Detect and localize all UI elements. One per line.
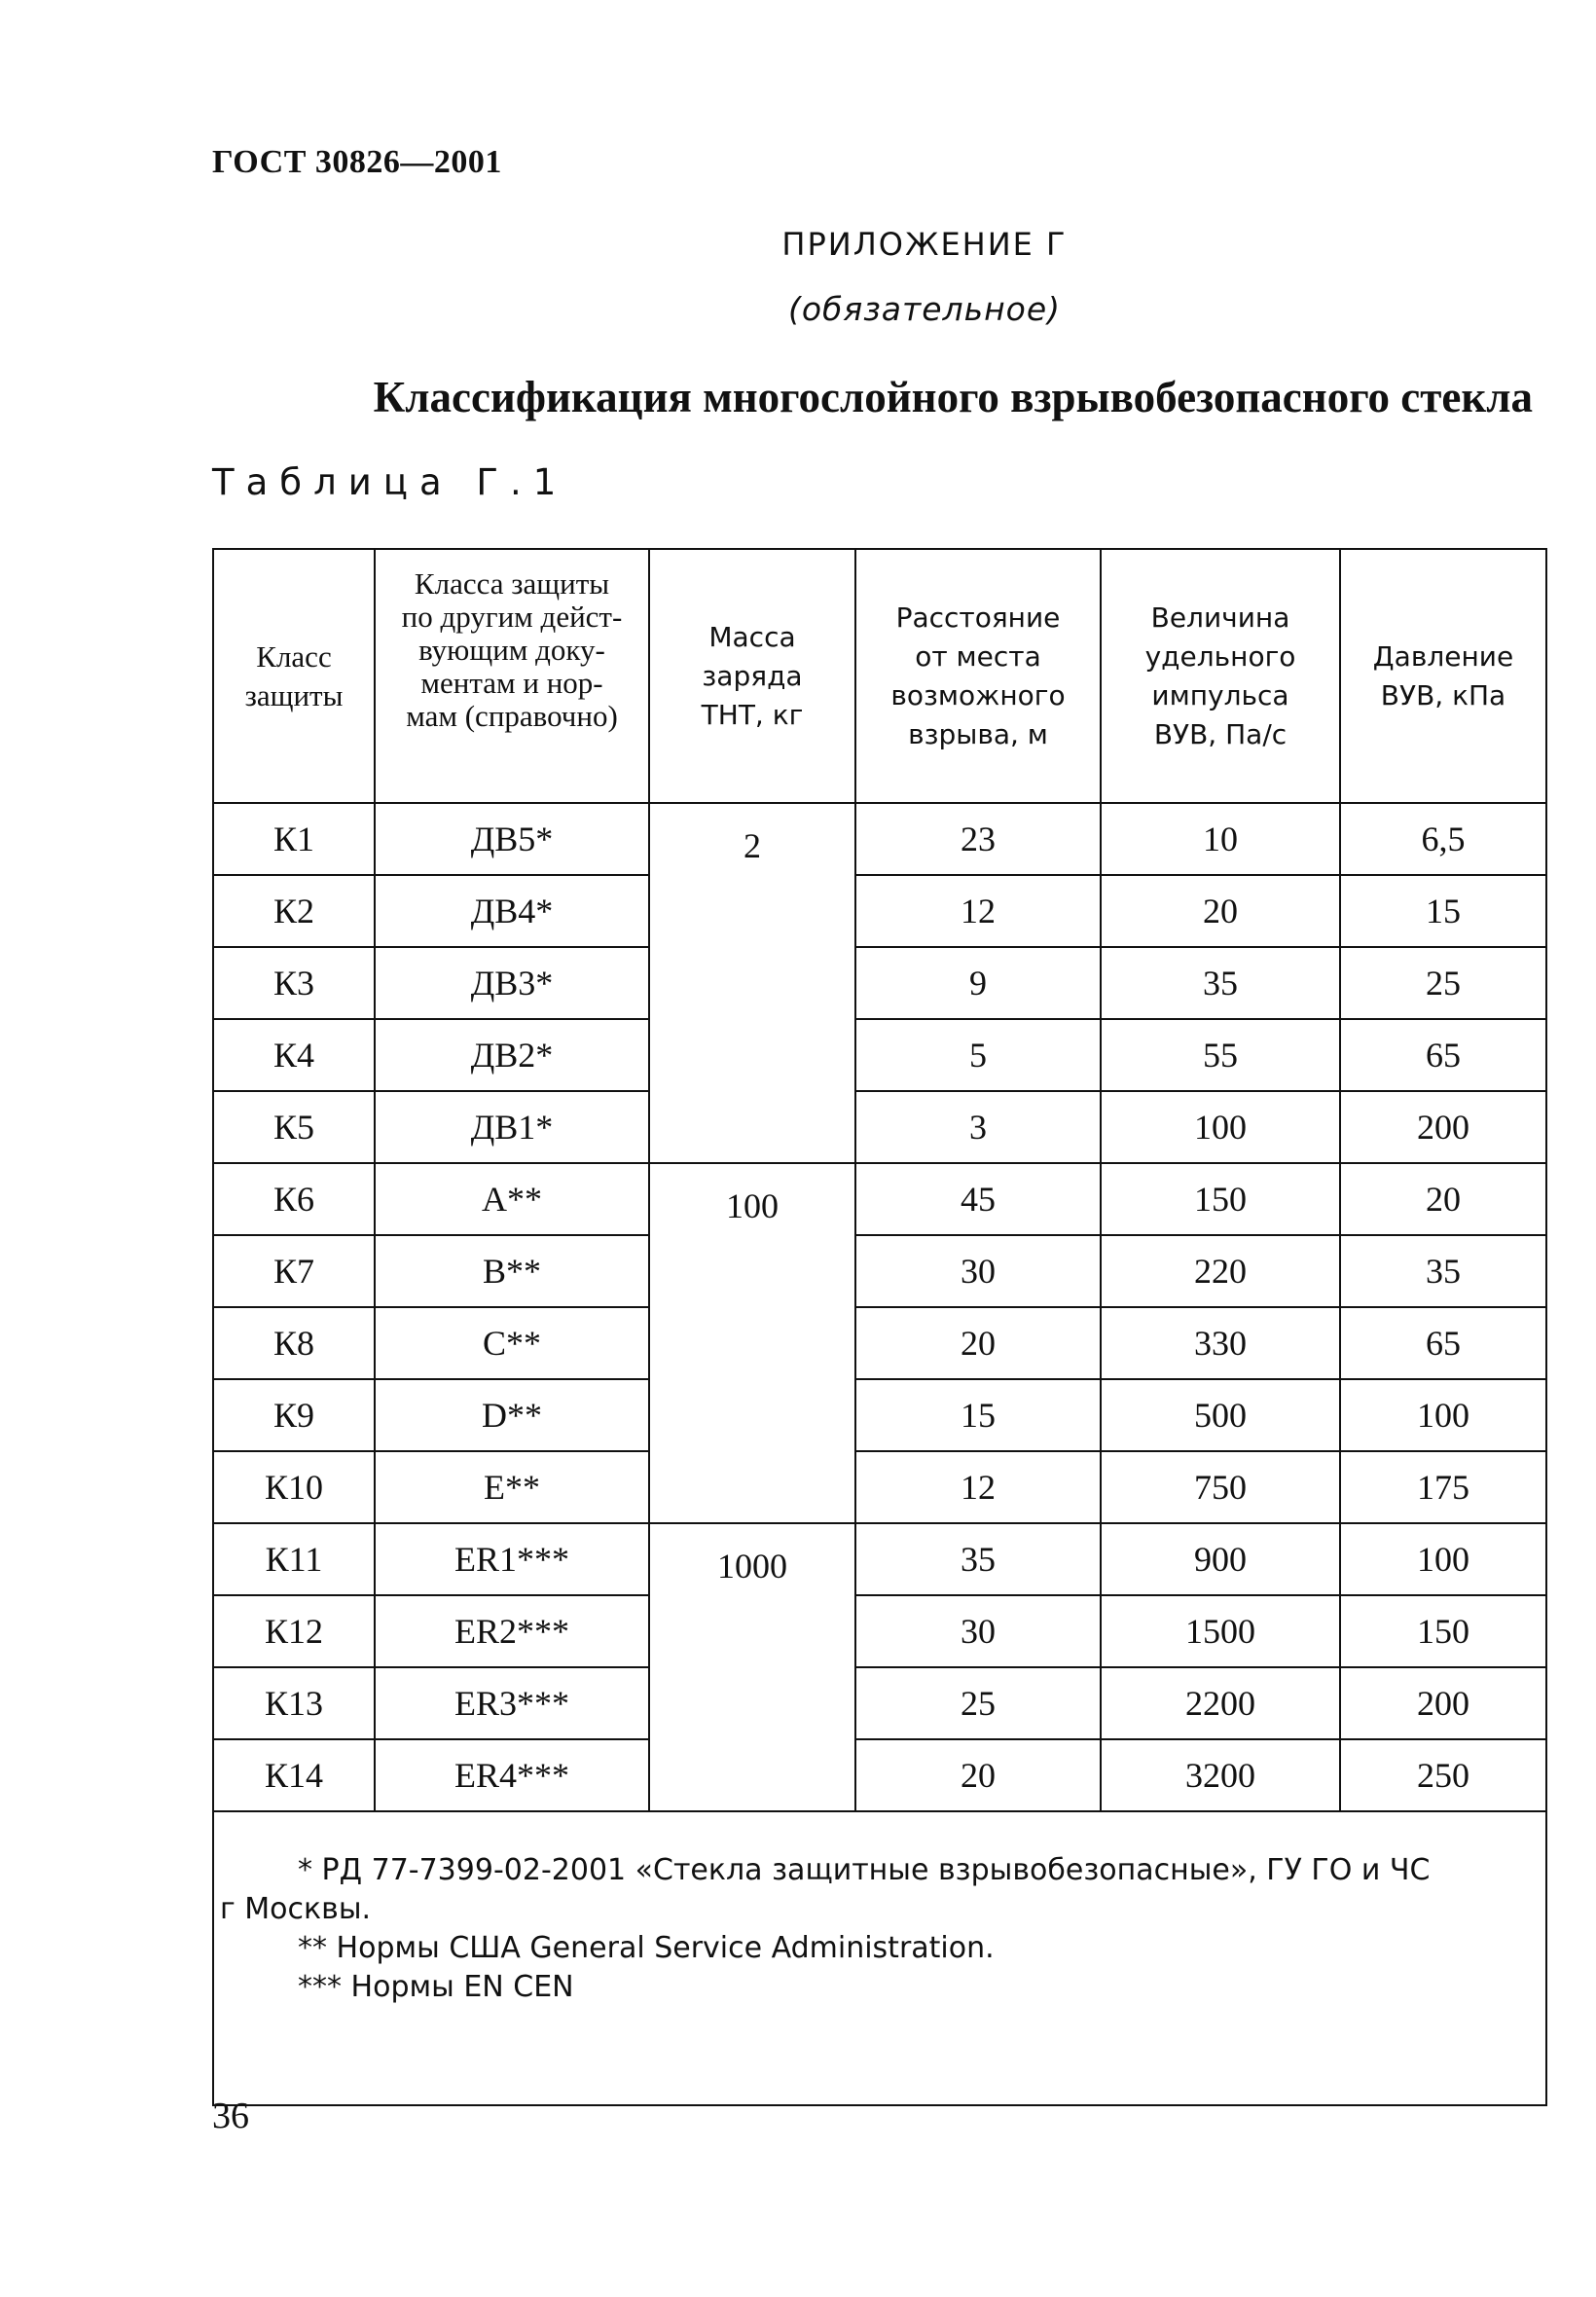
cell-pressure: 200 (1340, 1667, 1546, 1739)
cell-distance: 12 (855, 875, 1101, 947)
cell-impulse: 55 (1101, 1019, 1340, 1091)
cell-distance: 12 (855, 1451, 1101, 1523)
cell-class: К7 (213, 1235, 375, 1307)
cell-mass: 100 (649, 1163, 855, 1523)
cell-other-class: А** (375, 1163, 649, 1235)
cell-other-class: Е** (375, 1451, 649, 1523)
header-tnt-mass: Масса заряда ТНТ, кг (649, 549, 855, 803)
cell-class: К13 (213, 1667, 375, 1739)
cell-class: К11 (213, 1523, 375, 1595)
cell-impulse: 500 (1101, 1379, 1340, 1451)
table-row (213, 1379, 1546, 1451)
cell-class: К10 (213, 1451, 375, 1523)
table-row (213, 1019, 1546, 1091)
cell-pressure: 25 (1340, 947, 1546, 1019)
cell-pressure: 20 (1340, 1163, 1546, 1235)
cell-distance: 30 (855, 1235, 1101, 1307)
cell-class: К3 (213, 947, 375, 1019)
table-row (213, 1091, 1546, 1163)
cell-pressure: 150 (1340, 1595, 1546, 1667)
classification-table (212, 548, 1547, 2106)
cell-impulse: 20 (1101, 875, 1340, 947)
cell-distance: 35 (855, 1523, 1101, 1595)
header-other-docs-class: Класса защиты по другим дейст- вующим доку- ментам и нор- мам (справочно) (375, 549, 649, 803)
table-caption: Таблица Г.1 (212, 461, 568, 503)
cell-impulse: 220 (1101, 1235, 1340, 1307)
cell-distance: 20 (855, 1307, 1101, 1379)
cell-impulse: 2200 (1101, 1667, 1340, 1739)
cell-class: К5 (213, 1091, 375, 1163)
cell-other-class: В** (375, 1235, 649, 1307)
cell-other-class: ДВ2* (375, 1019, 649, 1091)
table-row (213, 1595, 1546, 1667)
cell-class: К8 (213, 1307, 375, 1379)
cell-distance: 15 (855, 1379, 1101, 1451)
cell-other-class: С** (375, 1307, 649, 1379)
cell-mass: 1000 (649, 1523, 855, 1811)
cell-distance: 45 (855, 1163, 1101, 1235)
cell-other-class: ДВ5* (375, 803, 649, 875)
appendix-status: (обязательное) (787, 290, 1062, 328)
cell-class: К6 (213, 1163, 375, 1235)
cell-impulse: 1500 (1101, 1595, 1340, 1667)
cell-other-class: ДВ4* (375, 875, 649, 947)
cell-pressure: 35 (1340, 1235, 1546, 1307)
table-row (213, 1163, 1546, 1235)
cell-pressure: 250 (1340, 1739, 1546, 1811)
cell-pressure: 6,5 (1340, 803, 1546, 875)
cell-class: К2 (213, 875, 375, 947)
cell-impulse: 150 (1101, 1163, 1340, 1235)
cell-class: К4 (213, 1019, 375, 1091)
appendix-label: ПРИЛОЖЕНИЕ Г (781, 226, 1068, 263)
cell-other-class: ER3*** (375, 1667, 649, 1739)
cell-other-class: ДВ3* (375, 947, 649, 1019)
cell-class: К9 (213, 1379, 375, 1451)
header-protection-class: Класс защиты (213, 549, 375, 803)
table-row (213, 1307, 1546, 1379)
page-title: Классификация многослойного взрывобезопасного стекла (373, 373, 1533, 421)
table-footnotes (213, 1811, 1546, 2105)
cell-pressure: 65 (1340, 1307, 1546, 1379)
cell-mass: 2 (649, 803, 855, 1163)
footnote-1-continued: г Москвы. (220, 1892, 372, 1926)
table-row (213, 1451, 1546, 1523)
cell-distance: 23 (855, 803, 1101, 875)
document-code: ГОСТ 30826—2001 (212, 144, 502, 180)
cell-impulse: 750 (1101, 1451, 1340, 1523)
cell-class: К14 (213, 1739, 375, 1811)
cell-impulse: 100 (1101, 1091, 1340, 1163)
header-impulse: Величина удельного импульса ВУВ, Па/с (1101, 549, 1340, 803)
header-pressure: Давление ВУВ, кПа (1340, 549, 1546, 803)
cell-impulse: 10 (1101, 803, 1340, 875)
table-row (213, 1667, 1546, 1739)
footnote-3: *** Нормы EN CEN (298, 1970, 574, 2004)
cell-other-class: ER1*** (375, 1523, 649, 1595)
cell-impulse: 330 (1101, 1307, 1340, 1379)
cell-distance: 25 (855, 1667, 1101, 1739)
table-row (213, 1235, 1546, 1307)
cell-distance: 30 (855, 1595, 1101, 1667)
header-distance: Расстояние от места возможного взрыва, м (855, 549, 1101, 803)
page-number: 36 (212, 2096, 249, 2136)
table-notes-row (213, 1811, 1546, 2105)
cell-impulse: 35 (1101, 947, 1340, 1019)
cell-pressure: 100 (1340, 1523, 1546, 1595)
table-row (213, 875, 1546, 947)
table-row (213, 947, 1546, 1019)
cell-other-class: ER4*** (375, 1739, 649, 1811)
cell-distance: 20 (855, 1739, 1101, 1811)
table-header-row (213, 549, 1546, 803)
cell-pressure: 100 (1340, 1379, 1546, 1451)
table-row (213, 1523, 1546, 1595)
cell-other-class: D** (375, 1379, 649, 1451)
cell-other-class: ER2*** (375, 1595, 649, 1667)
cell-pressure: 200 (1340, 1091, 1546, 1163)
cell-pressure: 175 (1340, 1451, 1546, 1523)
footnote-2: ** Нормы США General Service Administration. (298, 1931, 995, 1965)
cell-pressure: 15 (1340, 875, 1546, 947)
cell-class: К12 (213, 1595, 375, 1667)
cell-pressure: 65 (1340, 1019, 1546, 1091)
table-row (213, 803, 1546, 875)
cell-distance: 5 (855, 1019, 1101, 1091)
cell-impulse: 3200 (1101, 1739, 1340, 1811)
footnote-1: * РД 77-7399-02-2001 «Стекла защитные взрывобезопасные», ГУ ГО и ЧС (298, 1853, 1431, 1887)
cell-other-class: ДВ1* (375, 1091, 649, 1163)
table-row (213, 1739, 1546, 1811)
cell-impulse: 900 (1101, 1523, 1340, 1595)
cell-distance: 3 (855, 1091, 1101, 1163)
cell-class: К1 (213, 803, 375, 875)
cell-distance: 9 (855, 947, 1101, 1019)
